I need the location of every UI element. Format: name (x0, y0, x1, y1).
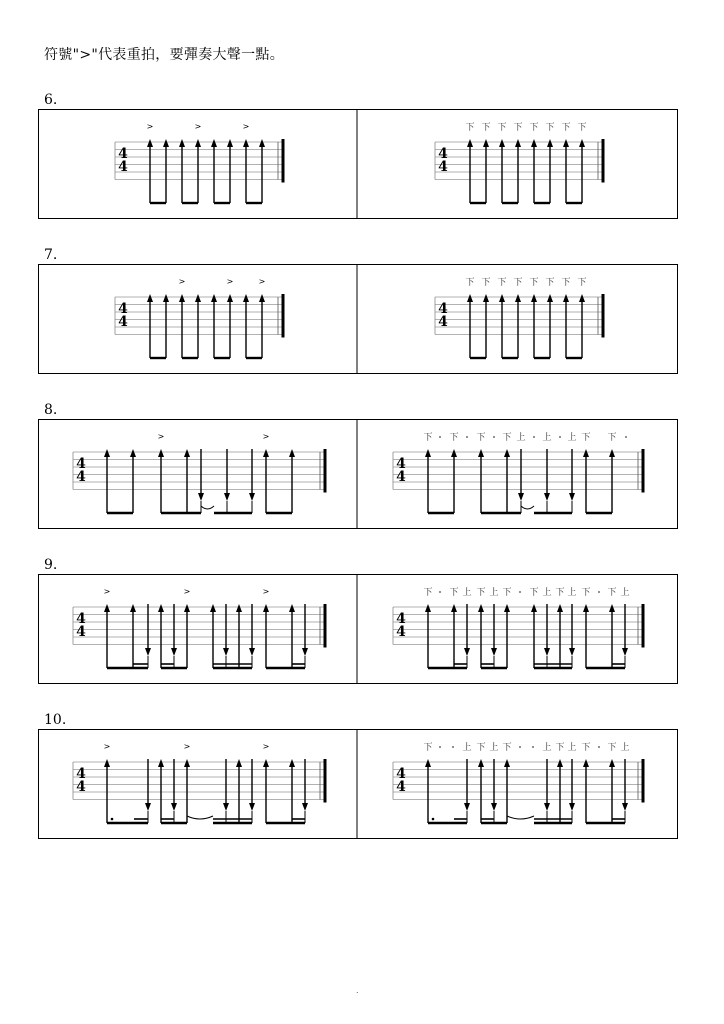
strum-down-arrow-icon (171, 648, 177, 656)
strum-up-arrow-icon (557, 759, 563, 767)
exercise-7-notation (38, 264, 678, 374)
strum-direction-label: 上 (542, 433, 552, 443)
strum-up-arrow-icon (515, 294, 521, 302)
time-signature-bottom: 4 (438, 314, 448, 330)
strum-up-arrow-icon (104, 604, 110, 612)
strum-direction-label: 上 (567, 433, 577, 443)
accent-mark: > (262, 587, 270, 596)
strum-down-arrow-icon (302, 803, 308, 811)
label-separator-dot (519, 746, 521, 748)
time-signature-top: 4 (438, 146, 448, 162)
strum-direction-label: 上 (462, 743, 472, 753)
page-footer-mark: . (356, 986, 359, 995)
exercise-9-notation (38, 574, 678, 684)
strum-up-arrow-icon (563, 294, 569, 302)
strum-direction-label: 下 (545, 278, 555, 288)
strum-up-arrow-icon (184, 759, 190, 767)
strum-up-arrow-icon (289, 759, 295, 767)
strum-up-arrow-icon (583, 759, 589, 767)
strum-up-arrow-icon (557, 604, 563, 612)
strum-up-arrow-icon (483, 139, 489, 147)
exercise-label-6: 6. (44, 92, 58, 108)
strum-up-arrow-icon (163, 139, 169, 147)
exercise-label-10: 10. (44, 712, 67, 728)
strum-up-arrow-icon (163, 294, 169, 302)
accent-mark: > (226, 277, 234, 286)
strum-up-arrow-icon (211, 294, 217, 302)
strum-direction-label: 下 (607, 743, 617, 753)
strum-up-arrow-icon (478, 604, 484, 612)
strum-up-arrow-icon (227, 139, 233, 147)
strum-direction-label: 上 (567, 588, 577, 598)
time-signature-bottom: 4 (76, 624, 86, 640)
strum-direction-label: 下 (545, 123, 555, 133)
strum-up-arrow-icon (179, 139, 185, 147)
dotted-note (432, 818, 435, 821)
time-signature-bottom: 4 (76, 779, 86, 795)
label-separator-dot (559, 436, 561, 438)
accent-mark: > (178, 277, 186, 286)
accent-mark: > (183, 587, 191, 596)
strum-direction-label: 下 (561, 123, 571, 133)
label-separator-dot (519, 591, 521, 593)
strum-down-arrow-icon (145, 648, 151, 656)
exercise-10-notation (38, 729, 678, 839)
strum-direction-label: 上 (542, 743, 552, 753)
strum-up-arrow-icon (451, 449, 457, 457)
exercise-9 (38, 574, 678, 684)
strum-up-arrow-icon (184, 604, 190, 612)
time-signature-top: 4 (438, 301, 448, 317)
strum-direction-label: 上 (567, 743, 577, 753)
strum-up-arrow-icon (547, 139, 553, 147)
strum-direction-label: 上 (516, 433, 526, 443)
time-signature-bottom: 4 (396, 779, 406, 795)
strum-direction-label: 上 (489, 588, 499, 598)
strum-down-arrow-icon (249, 803, 255, 811)
strum-up-arrow-icon (184, 449, 190, 457)
accent-mark: > (146, 122, 154, 131)
label-separator-dot (533, 436, 535, 438)
strum-up-arrow-icon (425, 759, 431, 767)
strum-up-arrow-icon (563, 139, 569, 147)
strum-direction-label: 下 (502, 743, 512, 753)
tie (187, 816, 213, 819)
exercise-6 (38, 109, 678, 219)
strum-direction-label: 下 (449, 588, 459, 598)
strum-direction-label: 上 (542, 588, 552, 598)
strum-up-arrow-icon (499, 294, 505, 302)
time-signature-bottom: 4 (438, 159, 448, 175)
strum-up-arrow-icon (583, 604, 589, 612)
strum-up-arrow-icon (504, 604, 510, 612)
label-separator-dot (493, 436, 495, 438)
strum-direction-label: 下 (607, 588, 617, 598)
strum-direction-label: 下 (423, 433, 433, 443)
accent-mark: > (258, 277, 266, 286)
accent-mark: > (157, 432, 165, 441)
strum-direction-label: 下 (529, 123, 539, 133)
strum-down-arrow-icon (569, 493, 575, 501)
accent-mark: > (103, 587, 111, 596)
accent-mark: > (242, 122, 250, 131)
strum-direction-label: 下 (476, 433, 486, 443)
strum-down-arrow-icon (464, 803, 470, 811)
strum-up-arrow-icon (609, 604, 615, 612)
strum-up-arrow-icon (179, 294, 185, 302)
time-signature-bottom: 4 (118, 159, 128, 175)
dotted-note (111, 818, 114, 821)
strum-up-arrow-icon (259, 294, 265, 302)
strum-up-arrow-icon (130, 449, 136, 457)
strum-direction-label: 下 (529, 278, 539, 288)
exercise-label-7: 7. (44, 247, 58, 263)
strum-up-arrow-icon (583, 449, 589, 457)
tie (201, 506, 214, 509)
accent-mark: > (194, 122, 202, 131)
label-separator-dot (625, 436, 627, 438)
strum-direction-label: 下 (497, 278, 507, 288)
strum-up-arrow-icon (263, 604, 269, 612)
strum-direction-label: 上 (620, 588, 630, 598)
strum-direction-label: 下 (481, 278, 491, 288)
strum-direction-label: 下 (577, 123, 587, 133)
time-signature-top: 4 (76, 766, 86, 782)
time-signature-top: 4 (396, 456, 406, 472)
strum-direction-label: 下 (465, 278, 475, 288)
strum-down-arrow-icon (249, 493, 255, 501)
strum-up-arrow-icon (236, 604, 242, 612)
strum-up-arrow-icon (531, 294, 537, 302)
exercise-label-8: 8. (44, 402, 58, 418)
strum-direction-label: 下 (502, 588, 512, 598)
exercise-6-notation (38, 109, 678, 219)
strum-up-arrow-icon (609, 759, 615, 767)
label-separator-dot (439, 591, 441, 593)
strum-direction-label: 下 (465, 123, 475, 133)
exercise-10 (38, 729, 678, 839)
strum-up-arrow-icon (483, 294, 489, 302)
strum-up-arrow-icon (504, 449, 510, 457)
strum-up-arrow-icon (467, 139, 473, 147)
strum-down-arrow-icon (198, 493, 204, 501)
strum-direction-label: 下 (561, 278, 571, 288)
strum-direction-label: 上 (620, 743, 630, 753)
strum-down-arrow-icon (544, 648, 550, 656)
strum-up-arrow-icon (289, 604, 295, 612)
strum-down-arrow-icon (464, 648, 470, 656)
strum-up-arrow-icon (210, 604, 216, 612)
strum-direction-label: 下 (502, 433, 512, 443)
time-signature-bottom: 4 (76, 469, 86, 485)
strum-direction-label: 下 (581, 743, 591, 753)
strum-down-arrow-icon (544, 493, 550, 501)
exercise-label-9: 9. (44, 557, 58, 573)
strum-up-arrow-icon (531, 139, 537, 147)
strum-up-arrow-icon (425, 449, 431, 457)
time-signature-top: 4 (118, 301, 128, 317)
strum-direction-label: 下 (476, 588, 486, 598)
strum-direction-label: 下 (581, 433, 591, 443)
strum-down-arrow-icon (518, 493, 524, 501)
strum-up-arrow-icon (478, 759, 484, 767)
time-signature-top: 4 (118, 146, 128, 162)
strum-direction-label: 下 (555, 743, 565, 753)
exercise-7 (38, 264, 678, 374)
strum-down-arrow-icon (622, 648, 628, 656)
time-signature-bottom: 4 (118, 314, 128, 330)
strum-up-arrow-icon (609, 449, 615, 457)
strum-up-arrow-icon (104, 449, 110, 457)
strum-down-arrow-icon (569, 648, 575, 656)
strum-up-arrow-icon (547, 294, 553, 302)
strum-direction-label: 下 (476, 743, 486, 753)
strum-down-arrow-icon (224, 493, 230, 501)
strum-direction-label: 下 (577, 278, 587, 288)
strum-up-arrow-icon (195, 139, 201, 147)
strum-direction-label: 下 (423, 588, 433, 598)
strum-down-arrow-icon (544, 803, 550, 811)
strum-down-arrow-icon (622, 803, 628, 811)
strum-down-arrow-icon (223, 648, 229, 656)
strum-up-arrow-icon (243, 139, 249, 147)
strum-direction-label: 下 (581, 588, 591, 598)
strum-up-arrow-icon (263, 759, 269, 767)
strum-up-arrow-icon (130, 604, 136, 612)
strum-up-arrow-icon (478, 449, 484, 457)
strum-up-arrow-icon (531, 604, 537, 612)
exercise-8-notation (38, 419, 678, 529)
strum-direction-label: 下 (423, 743, 433, 753)
time-signature-top: 4 (76, 456, 86, 472)
label-separator-dot (466, 436, 468, 438)
strum-up-arrow-icon (515, 139, 521, 147)
strum-up-arrow-icon (425, 604, 431, 612)
strum-up-arrow-icon (451, 604, 457, 612)
label-separator-dot (598, 591, 600, 593)
strum-direction-label: 上 (462, 588, 472, 598)
strum-direction-label: 下 (481, 123, 491, 133)
accent-mark: > (103, 742, 111, 751)
label-separator-dot (598, 746, 600, 748)
strum-up-arrow-icon (289, 449, 295, 457)
label-separator-dot (532, 746, 534, 748)
time-signature-bottom: 4 (396, 624, 406, 640)
strum-up-arrow-icon (467, 294, 473, 302)
strum-up-arrow-icon (236, 759, 242, 767)
time-signature-bottom: 4 (396, 469, 406, 485)
strum-up-arrow-icon (227, 294, 233, 302)
strum-up-arrow-icon (158, 759, 164, 767)
strum-up-arrow-icon (147, 294, 153, 302)
strum-up-arrow-icon (504, 759, 510, 767)
time-signature-top: 4 (76, 611, 86, 627)
label-separator-dot (439, 436, 441, 438)
strum-down-arrow-icon (171, 803, 177, 811)
exercise-8 (38, 419, 678, 529)
strum-up-arrow-icon (147, 139, 153, 147)
time-signature-top: 4 (396, 611, 406, 627)
strum-up-arrow-icon (243, 294, 249, 302)
strum-down-arrow-icon (223, 803, 229, 811)
strum-down-arrow-icon (249, 648, 255, 656)
accent-mark: > (262, 432, 270, 441)
strum-down-arrow-icon (491, 803, 497, 811)
strum-up-arrow-icon (579, 139, 585, 147)
strum-direction-label: 下 (607, 433, 617, 443)
strum-up-arrow-icon (104, 759, 110, 767)
tie (521, 506, 534, 509)
strum-direction-label: 下 (497, 123, 507, 133)
strum-down-arrow-icon (145, 803, 151, 811)
strum-up-arrow-icon (158, 604, 164, 612)
intro-note: 符號">"代表重拍，要彈奏大聲一點。 (44, 47, 285, 63)
strum-down-arrow-icon (491, 648, 497, 656)
strum-direction-label: 下 (555, 588, 565, 598)
label-separator-dot (452, 746, 454, 748)
time-signature-top: 4 (396, 766, 406, 782)
label-separator-dot (439, 746, 441, 748)
strum-down-arrow-icon (302, 648, 308, 656)
strum-down-arrow-icon (569, 803, 575, 811)
strum-direction-label: 上 (489, 743, 499, 753)
strum-up-arrow-icon (211, 139, 217, 147)
strum-up-arrow-icon (259, 139, 265, 147)
strum-up-arrow-icon (499, 139, 505, 147)
strum-direction-label: 下 (449, 433, 459, 443)
tie (507, 816, 534, 819)
strum-direction-label: 下 (513, 123, 523, 133)
strum-up-arrow-icon (195, 294, 201, 302)
strum-up-arrow-icon (158, 449, 164, 457)
strum-direction-label: 下 (513, 278, 523, 288)
accent-mark: > (183, 742, 191, 751)
strum-direction-label: 下 (529, 588, 539, 598)
strum-up-arrow-icon (263, 449, 269, 457)
accent-mark: > (262, 742, 270, 751)
strum-up-arrow-icon (579, 294, 585, 302)
